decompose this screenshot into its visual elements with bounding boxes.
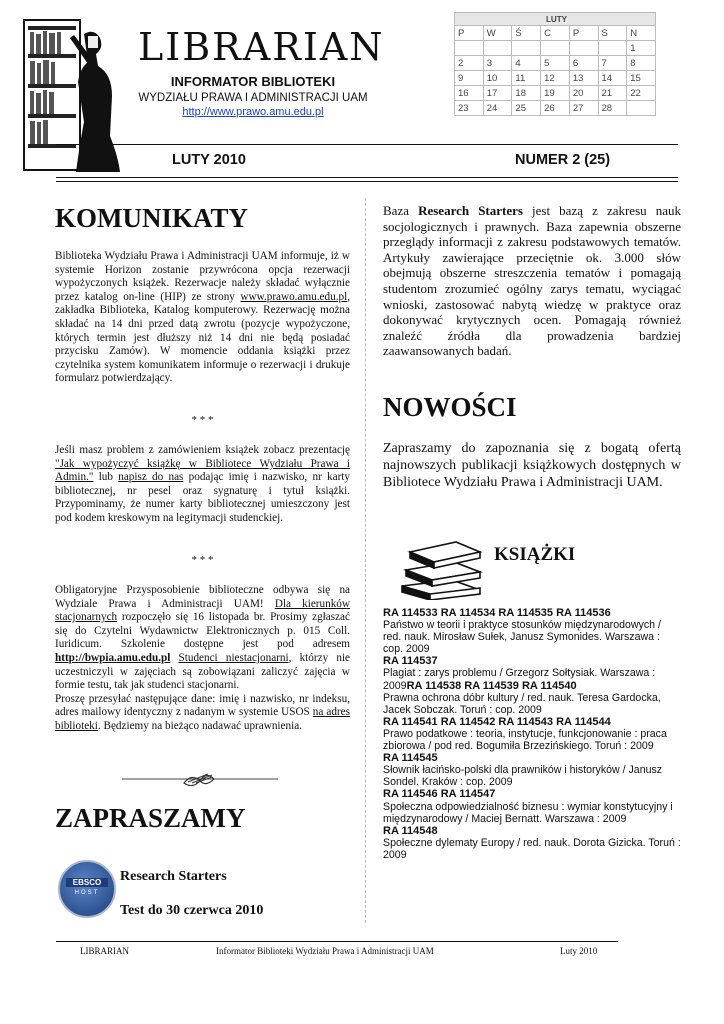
research-starters-test: Test do 30 czerwca 2010 [120, 903, 264, 918]
calendar-day: 12 [541, 71, 570, 86]
calendar-day: 3 [483, 56, 512, 71]
book-description: Społeczna odpowiedzialność biznesu : wymiar konstytucyjny i międzynarodowy / Maciej Bernatt. Warszawa : 2009 [383, 800, 673, 825]
calendar-day: 26 [541, 101, 570, 116]
footer-center: Informator Biblioteki Wydziału Prawa i Administracji UAM [216, 946, 434, 956]
notice-text: , zakładka Biblioteka, Katalog komputerowy. Rezerwację można składać na 14 dni przed datą zwrotu (pozycje wypożyczone, których termin jest dłuższy niż 14 dni nie będą posiadać przycisku Zamów). W momencie oddania książki przez czytelnika system komunikatem informuje o rezerwacji i drukuje formularz potwierdzający. [55, 290, 350, 385]
calendar-day: 8 [627, 56, 656, 71]
research-starters-title: Research Starters [120, 869, 227, 884]
calendar-week [455, 41, 656, 56]
books-icon [394, 538, 486, 600]
book-description: Słownik łacińsko-polski dla prawników i historyków / Janusz Sondel. Kraków : cop. 2009 [383, 764, 663, 789]
footer-left: LIBRARIAN [80, 946, 129, 956]
issue-date: LUTY 2010 [172, 152, 246, 168]
description-text: Baza [383, 203, 419, 218]
ebsco-logo-text: EBSCO [66, 878, 108, 887]
research-starters-name: Research Starters [418, 203, 523, 218]
book-description: Prawna ochrona dóbr kultury / red. nauk. Teresa Gardocka, Jacek Sobczak. Toruń : cop. 2009 [383, 691, 661, 716]
calendar-day: 17 [483, 86, 512, 101]
description-text: jest bazą z zakresu nauk socjologicznych i prawnych. Baza zapewnia obszerne przeglądy informacji z zakresu podstawowych tematów. Artykuły zawierające przeciętnie ok. 3.000 słów obejmują obszerne streszczenia tematów i pomagają studentom zrozumieć ogólny zarys tematu, wyciągać wnioski, zastosować nabytą wiedzę w praktyce oraz dokonywać krytycznych ocen. Pomagają również znaleźć źródła dla prowadzenia bardziej zaawansowanych badań. [383, 203, 682, 359]
calendar-day-header: S [598, 26, 627, 41]
calendar-day: 2 [455, 56, 484, 71]
calendar-day [627, 101, 656, 116]
calendar-day [541, 41, 570, 56]
calendar-week [455, 71, 656, 86]
book-list [383, 607, 681, 861]
faculty-name: WYDZIAŁU PRAWA I ADMINISTRACJI UAM [138, 92, 368, 104]
newsletter-subtitle: INFORMATOR BIBLIOTEKI [170, 74, 336, 89]
calendar-day: 16 [455, 86, 484, 101]
heading-ksiazki: KSIĄŻKI [494, 544, 576, 565]
new-arrivals-intro: Zapraszamy do zapoznania się z bogatą ofertą najnowszych publikacji książkowych dostępnych w Bibliotece Wydziału Prawa i Administracji UAM. [383, 441, 681, 490]
calendar-day [483, 41, 512, 56]
ornament-divider [122, 770, 278, 786]
calendar-day: 1 [627, 41, 656, 56]
calendar-day: 14 [598, 71, 627, 86]
calendar-week [455, 56, 656, 71]
librarian-illustration [22, 14, 124, 174]
faculty-url-link[interactable]: http://www.prawo.amu.edu.pl [182, 106, 324, 118]
presentation-link[interactable]: "Jak wypożyczyć książkę w Bibliotece Wydziału Prawa i Admin." [55, 457, 350, 484]
calendar-day [598, 41, 627, 56]
calendar-day: 11 [512, 71, 541, 86]
book-signature: RA 114546 RA 114547 [383, 788, 496, 801]
calendar-day: 7 [598, 56, 627, 71]
book-signature: RA 114548 [383, 824, 438, 837]
calendar-day-header: P [569, 26, 598, 41]
calendar-day [455, 41, 484, 56]
calendar-day: 10 [483, 71, 512, 86]
calendar-day-header: C [541, 26, 570, 41]
book-description: Państwo w teorii i praktyce stosunków międzynarodowych / red. nauk. Mirosław Sułek, Janusz Symonides. Warszawa : cop. 2009 [383, 619, 661, 656]
heading-komunikaty: KOMUNIKATY [55, 203, 248, 233]
heading-zapraszamy: ZAPRASZAMY [55, 803, 246, 833]
calendar-day-header: W [483, 26, 512, 41]
calendar-week [455, 101, 656, 116]
notice-text: Obligatoryjne Przysposobienie biblioteczne odbywa się na Wydziale Prawa i Administracji UAM! [55, 584, 350, 610]
book-description: Prawo podatkowe : teoria, instytucje, funkcjonowanie : praca zbiorowa / pod red. Bogumiła Brzezińskiego. Toruń : 2009 [383, 727, 667, 753]
contact-us-link[interactable]: napisz do nas [118, 471, 184, 484]
calendar-day: 6 [569, 56, 598, 71]
list-item [383, 655, 681, 691]
calendar-day-header: P [455, 26, 484, 41]
calendar-day: 4 [512, 56, 541, 71]
calendar-day: 19 [541, 86, 570, 101]
list-item [383, 692, 681, 716]
notice-ordering-help [55, 444, 350, 526]
header-rule-top [56, 144, 678, 145]
book-signature: RA 114533 RA 114534 RA 114535 RA 114536 [383, 607, 611, 619]
calendar-day-header: Ś [512, 26, 541, 41]
book-signature: RA 114538 RA 114539 RA 114540 [406, 679, 577, 692]
calendar-day: 18 [512, 86, 541, 101]
calendar-day: 24 [483, 101, 512, 116]
book-signature: RA 114537 [383, 655, 438, 668]
list-item [383, 607, 681, 655]
calendar-day: 23 [455, 101, 484, 116]
list-item [383, 716, 681, 752]
notice-text: . Będziemy na bieżąco nadawać uprawnienia. [97, 719, 302, 732]
full-time-students-link[interactable]: Dla kierunków stacjonarnych [55, 597, 350, 624]
calendar-day: 9 [455, 71, 484, 86]
separator-stars: * * * [191, 414, 214, 426]
notice-text: rozpoczęło się 16 listopada br. Prosimy zgłaszać się do Czytelni Wydawnictw Elektronicznych p. 015 Coll. Iuridicum. Szkolenie dostępne jest pod adresem [55, 611, 350, 651]
calendar-day: 25 [512, 101, 541, 116]
footer-rule [56, 941, 618, 942]
calendar-day: 13 [569, 71, 598, 86]
column-divider [365, 198, 367, 923]
newsletter-title: LIBRARIAN [138, 25, 385, 69]
calendar-day: 15 [627, 71, 656, 86]
notice-reservations [55, 250, 350, 386]
research-starters-description [383, 203, 681, 359]
calendar-day: 5 [541, 56, 570, 71]
calendar-day: 28 [598, 101, 627, 116]
list-item [383, 825, 681, 861]
calendar-weeks [455, 41, 656, 116]
separator-stars: * * * [191, 554, 214, 566]
calendar-day: 21 [598, 86, 627, 101]
notice-text [170, 652, 178, 664]
book-description: Społeczne dylematy Europy / red. nauk. Dorota Gizicka. Toruń : 2009 [383, 836, 681, 861]
calendar-day [512, 41, 541, 56]
library-email-link[interactable]: na adres biblioteki [55, 706, 350, 732]
list-item [383, 788, 681, 824]
calendar [454, 12, 656, 116]
notice-text: Proszę przesyłać następujące dane: imię i nazwisko, nr indeksu, adres mailowy identyczny z nadanym w systemie USOS [55, 692, 350, 719]
training-url-link[interactable]: http://bwpia.amu.edu.pl [55, 651, 171, 664]
notice-text: Biblioteka Wydziału Prawa i Administracji UAM informuje, iż w systemie Horizon zostanie przywrócona opcja rezerwacji wypożyczonych książek. Rezerwacje należy składać wyłącznie przez katalog on-line (HIP) ze strony [55, 250, 350, 303]
notice-text: , którzy nie uczestniczyli w zajęciach są zobowiązani zaliczyć zajęcia w formie testu, tak jak studenci stacjonarni. [55, 651, 351, 692]
notice-text: podając imię i nazwisko, nr karty bibliotecznej, nr pesel oraz sygnaturę i tytuł książki. Przypominamy, że numer karty bibliotecznej umieszczony jest pod kodem kreskowym na legitymacji studenckiej. [55, 471, 350, 524]
header-rule-bottom [56, 177, 678, 178]
header-rule-bottom-2 [56, 181, 678, 182]
calendar-day [569, 41, 598, 56]
ebsco-logo [58, 860, 116, 918]
book-signature: RA 114545 [383, 752, 438, 765]
part-time-students-link[interactable]: Studenci niestacjonarni [178, 651, 289, 664]
heading-nowosci: NOWOŚCI [383, 392, 517, 422]
calendar-day: 22 [627, 86, 656, 101]
book-description: Plagiat : zarys problemu / Grzegorz Sołtysiak. Warszawa : 2009 [383, 667, 656, 692]
notice-library-training [55, 584, 350, 734]
calendar-month: LUTY [455, 13, 656, 26]
footer-right: Luty 2010 [560, 946, 598, 956]
issue-number: NUMER 2 (25) [515, 152, 611, 168]
notice-text: Jeśli masz problem z zamówieniem książek zobacz prezentację [55, 444, 350, 456]
notice-text: lub [93, 471, 119, 484]
calendar-week [455, 86, 656, 101]
book-signature: RA 114541 RA 114542 RA 114543 RA 114544 [383, 715, 611, 728]
calendar-day: 20 [569, 86, 598, 101]
calendar-day-header: N [627, 26, 656, 41]
calendar-day: 27 [569, 101, 598, 116]
library-site-link[interactable]: www.prawo.amu.edu.pl [240, 290, 348, 303]
list-item [383, 752, 681, 788]
ebsco-logo-host: HOST [74, 890, 100, 896]
